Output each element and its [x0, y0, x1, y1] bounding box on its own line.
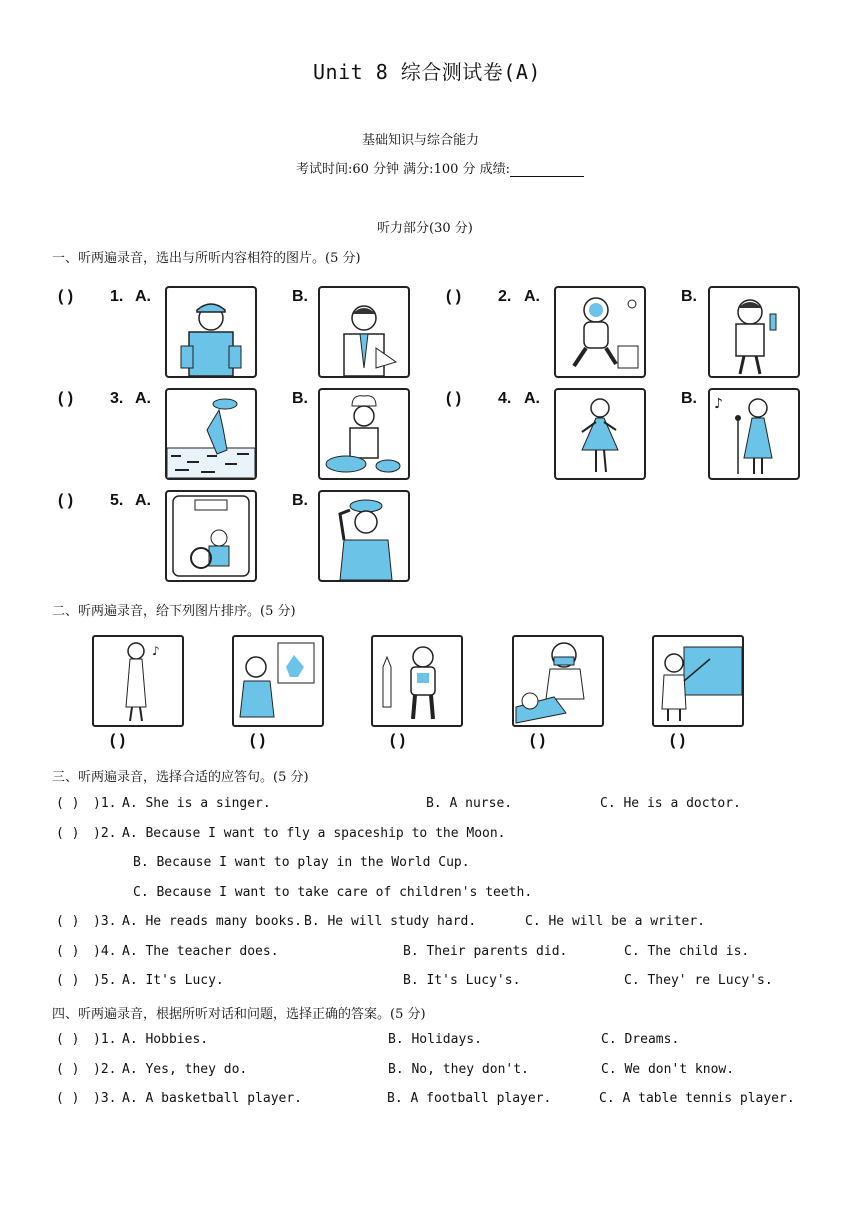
option-a: A. It's Lucy. — [122, 973, 224, 988]
option-b: B. A football player. — [387, 1091, 552, 1106]
answer-paren[interactable]: ( ) — [56, 944, 80, 959]
dancer-icon — [556, 390, 644, 478]
question-number: )2. — [93, 826, 117, 841]
part4-title: 四、听两遍录音，根据所听对话和问题，选择正确的答案。(5 分) — [52, 1007, 426, 1022]
cook-picture[interactable] — [318, 388, 410, 480]
option-c: C. We don't know. — [601, 1062, 735, 1077]
answer-paren[interactable]: ( ) — [56, 1062, 80, 1077]
singer-icon — [710, 390, 798, 478]
singer-icon — [94, 637, 182, 725]
option-b-label: B. — [292, 390, 308, 407]
option-c: C. Because I want to take care of children's teeth. — [133, 885, 533, 900]
scientist-icon — [710, 288, 798, 376]
score-blank[interactable] — [510, 162, 584, 177]
astronaut-icon — [373, 637, 461, 725]
option-a: A. The teacher does. — [122, 944, 279, 959]
option-a: A. A basketball player. — [122, 1091, 303, 1106]
part1-title: 一、听两遍录音，选出与所听内容相符的图片。(5 分) — [52, 251, 361, 266]
order-paren[interactable]: ( ) — [670, 732, 686, 749]
answer-paren[interactable]: ( ) — [446, 288, 462, 305]
police-officer-picture[interactable] — [318, 490, 410, 582]
dentist-icon — [514, 637, 602, 725]
astronaut-picture[interactable] — [554, 286, 646, 378]
question-number: 4. — [498, 390, 512, 407]
option-b: B. He will study hard. — [304, 914, 477, 929]
option-c: C. He will be a writer. — [525, 914, 706, 929]
option-b: B. Holidays. — [388, 1032, 482, 1047]
order-picture-teacher[interactable] — [652, 635, 744, 727]
order-picture-dentist[interactable] — [512, 635, 604, 727]
option-b-label: B. — [681, 288, 697, 305]
question-number: )2. — [93, 1062, 117, 1077]
question-number: )5. — [93, 973, 117, 988]
option-a: A. Because I want to fly a spaceship to the Moon. — [122, 826, 506, 841]
order-picture-singer[interactable] — [92, 635, 184, 727]
option-a: A. Hobbies. — [122, 1032, 209, 1047]
option-b: B. Their parents did. — [403, 944, 568, 959]
order-picture-astronaut[interactable] — [371, 635, 463, 727]
option-c: C. The child is. — [624, 944, 750, 959]
option-c: C. A table tennis player. — [599, 1091, 795, 1106]
svg-text:♪: ♪ — [714, 396, 723, 412]
svg-text:♪: ♪ — [152, 644, 160, 658]
option-a-label: A. — [524, 390, 540, 407]
question-number: 2. — [498, 288, 512, 305]
question-number: )3. — [93, 914, 117, 929]
option-a: A. She is a singer. — [122, 796, 271, 811]
option-a-label: A. — [524, 288, 540, 305]
bus-driver-icon — [167, 492, 255, 580]
businessman-picture[interactable] — [318, 286, 410, 378]
answer-paren[interactable]: ( ) — [56, 973, 80, 988]
part2-title: 二、听两遍录音，给下列图片排序。(5 分) — [52, 604, 296, 619]
order-paren[interactable]: ( ) — [250, 732, 266, 749]
option-a-label: A. — [135, 288, 151, 305]
option-a-label: A. — [135, 390, 151, 407]
answer-paren[interactable]: ( ) — [58, 288, 74, 305]
answer-paren[interactable]: ( ) — [56, 796, 80, 811]
question-number: )1. — [93, 796, 117, 811]
exam-info-text: 考试时间:60 分钟 满分:100 分 成绩: — [296, 162, 511, 177]
option-b: B. No, they don't. — [388, 1062, 529, 1077]
scientist-picture[interactable] — [708, 286, 800, 378]
option-a-label: A. — [135, 492, 151, 509]
option-b: B. Because I want to play in the World Cup. — [133, 855, 470, 870]
worker-icon — [167, 288, 255, 376]
answer-paren[interactable]: ( ) — [58, 390, 74, 407]
option-b-label: B. — [292, 492, 308, 509]
order-paren[interactable]: ( ) — [530, 732, 546, 749]
businessman-icon — [320, 288, 408, 376]
option-c: C. They' re Lucy's. — [624, 973, 773, 988]
answer-paren[interactable]: ( ) — [58, 492, 74, 509]
option-b-label: B. — [292, 288, 308, 305]
listening-heading: 听力部分(30 分) — [377, 221, 473, 236]
option-c: C. Dreams. — [601, 1032, 680, 1047]
question-number: 5. — [110, 492, 124, 509]
question-number: )3. — [93, 1091, 117, 1106]
worker-picture[interactable] — [165, 286, 257, 378]
option-b-label: B. — [681, 390, 697, 407]
question-number: )4. — [93, 944, 117, 959]
option-a: A. Yes, they do. — [122, 1062, 248, 1077]
teacher-icon — [654, 637, 742, 725]
farmer-icon — [167, 390, 255, 478]
answer-paren[interactable]: ( ) — [446, 390, 462, 407]
option-c: C. He is a doctor. — [600, 796, 741, 811]
order-paren[interactable]: ( ) — [390, 732, 406, 749]
exam-info — [296, 158, 584, 177]
painter-icon — [234, 637, 322, 725]
answer-paren[interactable]: ( ) — [56, 1091, 80, 1106]
bus-driver-picture[interactable] — [165, 490, 257, 582]
question-number: 3. — [110, 390, 124, 407]
order-paren[interactable]: ( ) — [110, 732, 126, 749]
part3-title: 三、听两遍录音，选择合适的应答句。(5 分) — [52, 770, 309, 785]
cook-icon — [320, 390, 408, 478]
question-number: 1. — [110, 288, 124, 305]
police-officer-icon — [320, 492, 408, 580]
astronaut-icon — [556, 288, 644, 376]
answer-paren[interactable]: ( ) — [56, 1032, 80, 1047]
singer-picture[interactable] — [708, 388, 800, 480]
option-b: B. It's Lucy's. — [403, 973, 521, 988]
page-title: Unit 8 综合测试卷(A) — [313, 60, 541, 84]
option-a: A. He reads many books. — [122, 914, 303, 929]
dancer-picture[interactable] — [554, 388, 646, 480]
option-b: B. A nurse. — [426, 796, 513, 811]
farmer-picture[interactable] — [165, 388, 257, 480]
answer-paren[interactable]: ( ) — [56, 826, 80, 841]
order-picture-painter[interactable] — [232, 635, 324, 727]
question-number: )1. — [93, 1032, 117, 1047]
answer-paren[interactable]: ( ) — [56, 914, 80, 929]
subtitle: 基础知识与综合能力 — [362, 133, 480, 148]
